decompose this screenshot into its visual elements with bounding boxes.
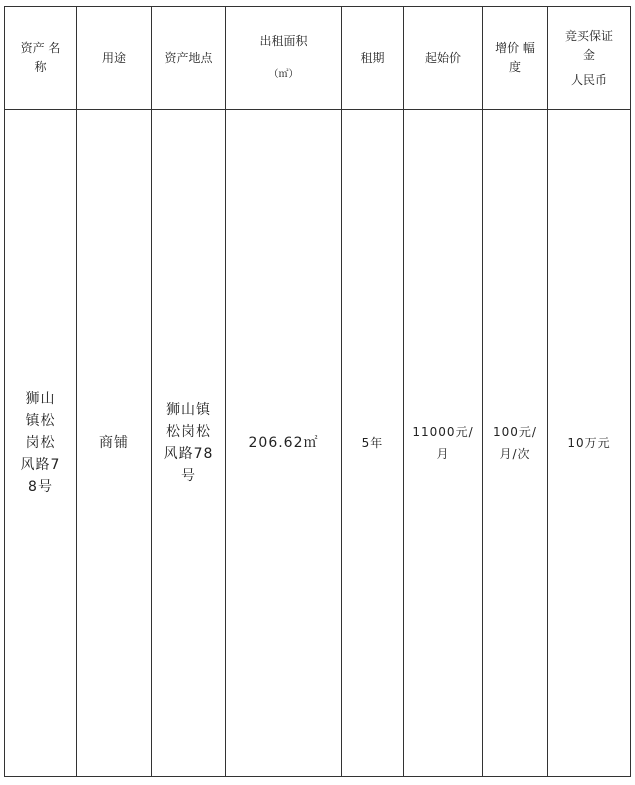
- header-asset-name: 资产 名 称: [5, 7, 77, 110]
- cell-location: 狮山镇 松岗松 风路78 号: [152, 110, 226, 777]
- cell-usage: 商铺: [77, 110, 152, 777]
- cell-increment: 100元/ 月/次: [483, 110, 548, 777]
- cell-area: 206.62㎡: [226, 110, 342, 777]
- lease-table: [4, 6, 631, 777]
- cell-start-price: 11000元/ 月: [404, 110, 483, 777]
- header-deposit: 竞买保证 金 人民币: [548, 7, 631, 110]
- header-row: [5, 7, 631, 110]
- header-term: 租期: [342, 7, 404, 110]
- header-start-price: 起始价: [404, 7, 483, 110]
- header-area: 出租面积 （㎡）: [226, 7, 342, 110]
- table-row: [5, 110, 631, 777]
- header-area-unit: （㎡）: [268, 69, 299, 80]
- cell-deposit: 10万元: [548, 110, 631, 777]
- header-usage: 用途: [77, 7, 152, 110]
- header-increment: 增价 幅 度: [483, 7, 548, 110]
- header-location: 资产地点: [152, 7, 226, 110]
- cell-term: 5年: [342, 110, 404, 777]
- header-deposit-unit: 人民币: [570, 72, 607, 87]
- cell-asset-name: 狮山 镇松 岗松 风路7 8号: [5, 110, 77, 777]
